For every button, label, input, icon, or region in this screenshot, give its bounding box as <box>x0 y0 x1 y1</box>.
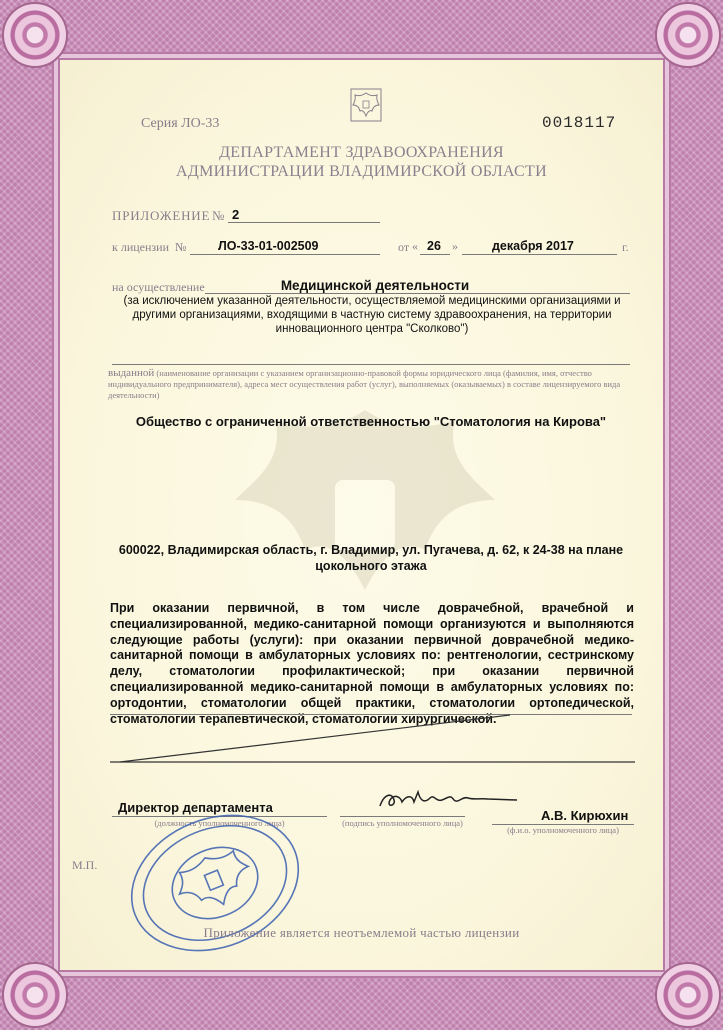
license-num-sign: № <box>175 240 187 254</box>
license-from-label: от <box>398 240 410 254</box>
activity-label: на осуществление <box>112 280 205 294</box>
corner-rosette-icon <box>655 962 721 1028</box>
activity-note: (за исключением указанной деятельности, осуществляемой медицинскими организациями и другими организациями, входящими в частную систему здравоохранения, на территории инновационного центра "Сколково") <box>123 295 621 335</box>
license-day: 26 <box>427 239 441 253</box>
name-hint: (ф.и.о. уполномоченного лица) <box>507 825 619 835</box>
license-date-underline <box>462 254 617 255</box>
appendix-underline <box>228 222 380 223</box>
series-label: Серия ЛО-33 <box>141 116 220 131</box>
organization-name: Общество с ограниченной ответственностью "Стоматология на Кирова" <box>135 414 607 429</box>
license-label: к лицензии <box>112 240 169 254</box>
appendix-num-sign: № <box>212 208 225 223</box>
department-line1: ДЕПАРТАМЕНТ ЗДРАВООХРАНЕНИЯ <box>219 144 504 161</box>
blank-strike-lines <box>100 710 640 770</box>
corner-rosette-icon <box>2 962 68 1028</box>
appendix-number: 2 <box>232 207 240 222</box>
signer-name: А.В. Кирюхин <box>541 808 629 823</box>
services-text: При оказании первичной, в том числе доврачебной, врачебной и специализированной, медико-санитарной помощи организуются и выполняются следующие работы (услуги): при оказании первичной доврачебной медико-санитарной помощи в амбулаторных условиях по: рентгенологии, сестринскому делу, стоматологии профилактической; при оказании первичной специализированной медико-санитарной помощи в амбулаторных условиях по: ортодонтии, стоматологии общей практики, стоматологии ортопедической, стоматологии терапевтической, стоматологии хирургической. <box>110 601 634 726</box>
seal-mp-label: М.П. <box>72 858 98 872</box>
handwritten-signature <box>372 786 522 816</box>
department-line2: АДМИНИСТРАЦИИ ВЛАДИМИРСКОЙ ОБЛАСТИ <box>176 163 547 180</box>
coat-of-arms-icon <box>350 88 382 122</box>
license-number: ЛО-33-01-002509 <box>218 239 319 253</box>
license-day-underline <box>420 254 450 255</box>
footer-note: Приложение является неотъемлемой частью лицензии <box>203 925 520 940</box>
form-number: 0018117 <box>542 114 617 132</box>
corner-rosette-icon <box>655 2 721 68</box>
sign-underline <box>340 816 465 817</box>
license-month-year: декабря 2017 <box>492 239 574 253</box>
activity-blank-line <box>112 364 630 365</box>
sign-hint: (подпись уполномоченного лица) <box>342 818 463 828</box>
license-year-suffix: г. <box>622 240 629 254</box>
position-hint: (должность уполномоченного лица) <box>154 818 285 828</box>
license-number-underline <box>190 254 380 255</box>
signer-position: Директор департамента <box>118 800 273 815</box>
issued-label: выданной <box>108 367 155 379</box>
appendix-label: ПРИЛОЖЕНИЕ <box>112 208 211 223</box>
activity-title: Медицинской деятельности <box>280 278 470 293</box>
issued-hint: выданной (наименование организации с указанием организационно-правовой формы юридического лица (фамилия, имя, отчество индивидуального предпринимателя), адреса мест осуществления работ (услуг), выполняемых (оказываемых) в составе лицензируемого вида деятельности) <box>108 367 621 400</box>
corner-rosette-icon <box>2 2 68 68</box>
license-appendix-page: Серия ЛО-33 0018117 ДЕПАРТАМЕНТ ЗДРАВООХРАНЕНИЯ АДМИНИСТРАЦИИ ВЛАДИМИРСКОЙ ОБЛАСТИ ПРИЛОЖЕНИЕ № 2 к лицензии № ЛО-33-01-002509 от « 26 » декабря 2017 г. на осуществление Медицинской деятельности (за исключением указанной деятельности, осуществляемой медицинскими организациями и другими организациями, входящими в частную систему здравоохранения, на территории инновационного центра "Сколково") выданной (наименование организации с указанием организационно-правовой формы юридического лица (фамилия, имя, отчество индивидуального предпринимателя), адреса мест осуществления работ (услуг), выполняемых (оказываемых) в составе лицензируемого вида деятельности) Общество с ограниченной ответственностью "Стоматология на Кирова" 600022, Владимирская область, г. Владимир, ул. Пугачева, д. 62, к 24-38 на плане цокольного этажа При оказании первичной, в том числе доврачебной, врачебной и специализированной, медико-санитарной помощи организуются и выполняются следующие работы (услуги): при оказании первичной доврачебной медико-санитарной помощи в амбулаторных условиях по: рентгенологии, сестринскому делу, стоматологии профилактической; при оказании первичной специализированной медико-санитарной помощи в амбулаторных условиях по: ортодонтии, стоматологии общей практики, стоматологии ортопедической, стоматологии терапевтической, стоматологии хирургической. Директор департамента (должность уполномоченного лица) (подпись уполномоченного лица) А.В. Кирюхин (ф.и.о. уполномоченного лица) М.П. Приложение является неотъемлемой частью лицензии <box>0 0 723 1030</box>
organization-address: 600022, Владимирская область, г. Владимир, ул. Пугачева, д. 62, к 24-38 на плане цокольного этажа <box>118 543 624 573</box>
